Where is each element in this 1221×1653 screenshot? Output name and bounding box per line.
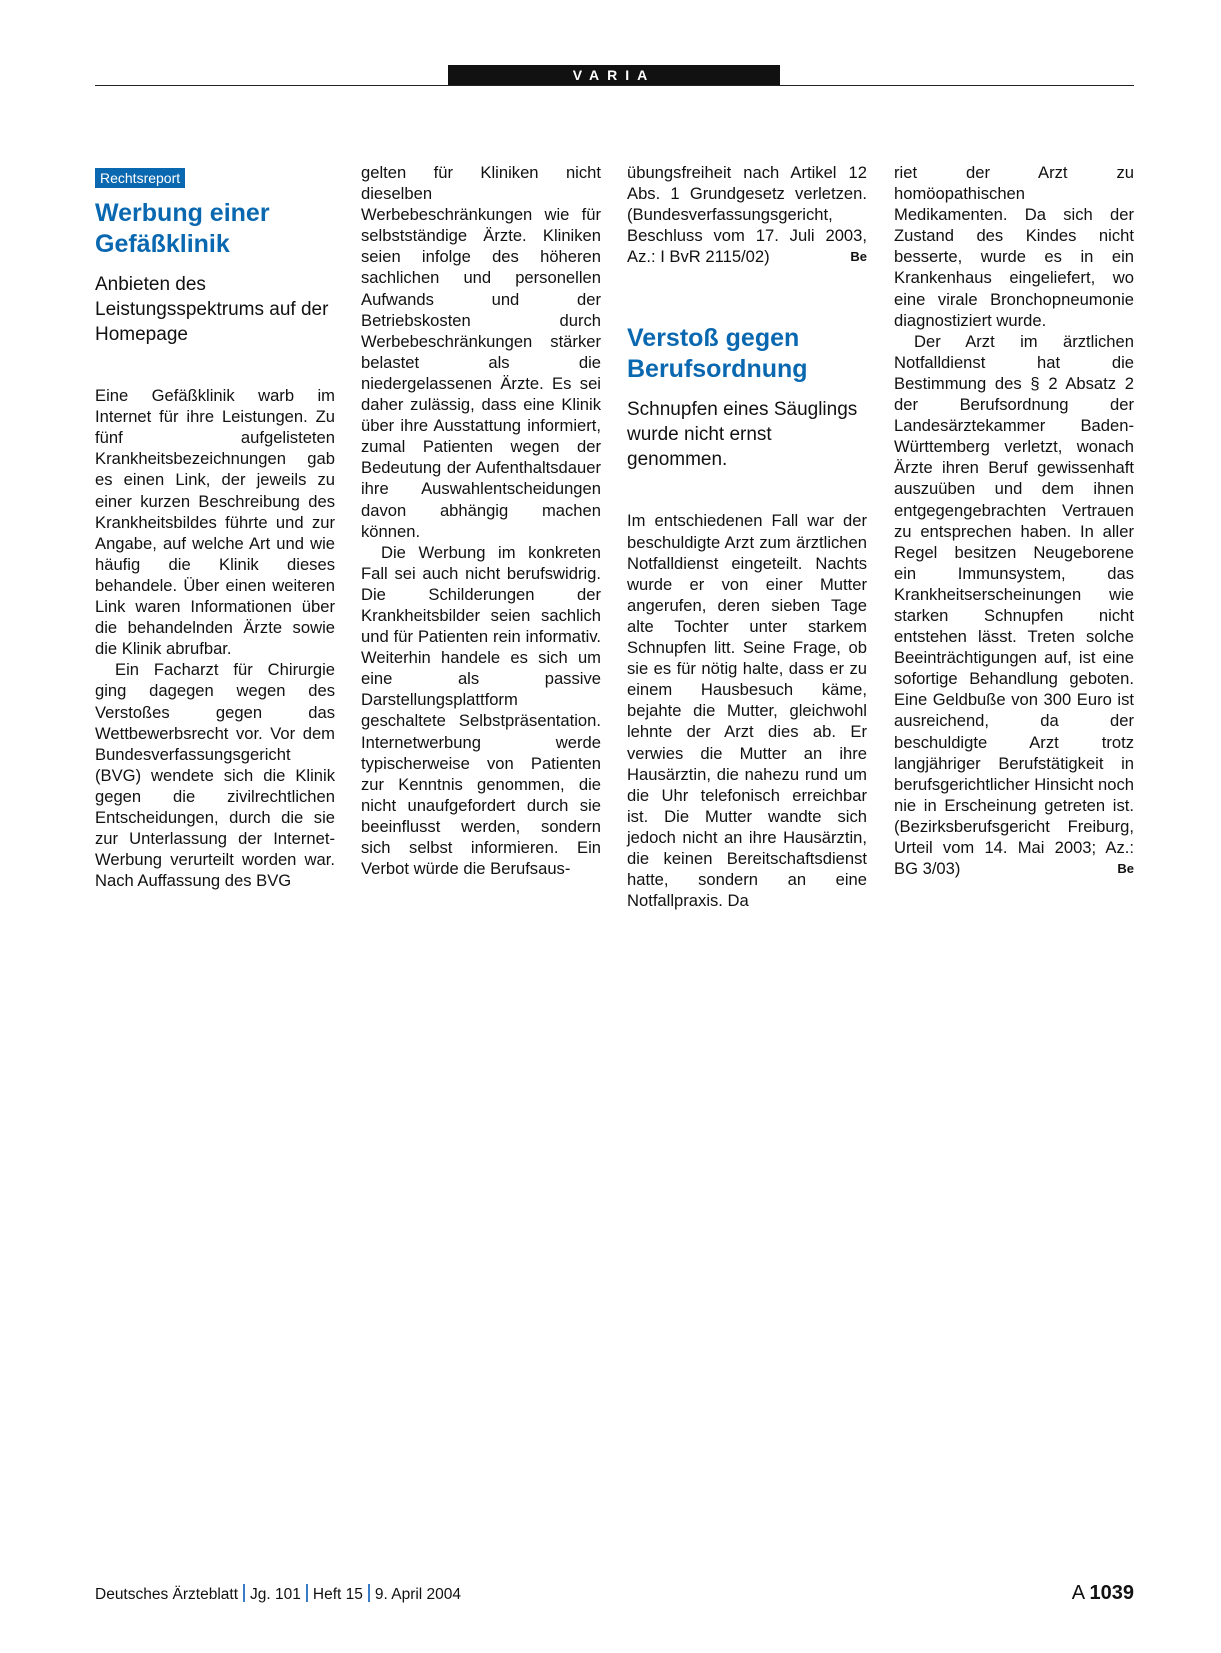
article-1-paragraph: gelten für Kliniken nicht dieselben Werbebeschränkungen wie für selbstständige Ärzte. Kliniken seien infolge des höheren sachlichen und personellen Aufwands und der Betriebskosten durch Werbebeschränkungen stärker belastet als die niedergelassenen Ärzte. Es sei daher zulässig, dass eine Klinik über ihre Ausstattung informiert, zumal Patienten wegen der Bedeutung der Aufenthaltsdauer ihre Auswahlentscheidungen davon abhängig machen können. (361, 163, 601, 541)
article-1-paragraph: Eine Gefäßklinik warb im Internet für ihre Leistungen. Zu fünf aufgelisteten Krankheitsbezeichnungen gab es einen Link, der jeweils zu einer kurzen Beschreibung des Krankheitsbildes führte und zur Angabe, auf welche Art und wie häufig die Klinik dieses behandele. Über einen weiteren Link waren Informationen über die behandelnden Ärzte sowie die Klinik abrufbar. (95, 386, 335, 659)
section-label: VARIA (448, 65, 780, 86)
footer-separator (243, 1584, 245, 1602)
header-rule (95, 85, 1134, 86)
article-2-subtitle: Schnupfen eines Säuglings wurde nicht ernst genommen. (627, 399, 858, 471)
footer (95, 1584, 461, 1605)
article-1-paragraph (627, 162, 867, 267)
column-1 (95, 162, 335, 891)
category-badge: Rechtsreport (95, 168, 185, 188)
article-1-subtitle: Anbieten des Leistungsspektrums auf der Homepage (95, 274, 329, 346)
article-2-signature: Be (1117, 861, 1134, 877)
article-1-citation: übungsfreiheit nach Artikel 12 Abs. 1 Grundgesetz verletzen. (Bundesverfassungsgericht, Beschluss vom 17. Juli 2003, Az.: I BvR 2115/02) (627, 163, 867, 267)
page-prefix: A (1071, 1582, 1084, 1604)
footer-separator (306, 1584, 308, 1602)
article-2-body: Der Arzt im ärztlichen Notfalldienst hat die Bestimmung des § 2 Absatz 2 der Berufsordnung der Landesärztekammer Baden-Württemberg verletzt, wonach Ärzte ihren Beruf gewissenhaft auszuüben und dem ihnen entgegengebrachten Vertrauen zu entsprechen haben. In aller Regel besitzen Neugeborene ein Immunsystem, das Krankheitserscheinungen wie starken Schnupfen nicht entstehen lässt. Treten solche Beeinträchtigungen auf, ist eine sofortige Behandlung geboten. Eine Geldbuße von 300 Euro ist ausreichend, da der beschuldigte Arzt trotz langjähriger Berufstätigkeit in berufsgerichtlicher Hinsicht noch nie in Erscheinung getreten ist. (Bezirksberufsgericht Freiburg, Urteil vom 14. Mai 2003; Az.: BG 3/03) (894, 331, 1134, 879)
article-2-title: Verstoß gegen Berufsordnung (627, 324, 808, 384)
journal-issue: Heft 15 (312, 1586, 363, 1603)
column-3 (627, 162, 867, 911)
article-1-paragraph: Ein Facharzt für Chirurgie ging dagegen wegen des Verstoßes gegen das Wettbewerbsrecht vor. Vor dem Bundesverfassungsgericht (BVG) wendete sich die Klinik gegen die zivilrechtlichen Entscheidungen, durch die sie zur Unterlassung der Internet-Werbung verurteilt worden war. Nach Auffassung des BVG (95, 660, 335, 891)
page-number (1072, 1582, 1134, 1604)
column-4 (894, 162, 1134, 879)
article-2-paragraph (894, 331, 1134, 879)
article-2-paragraph: Im entschiedenen Fall war der beschuldigte Arzt zum ärztlichen Notfalldienst eingeteilt. Nachts wurde er von einer Mutter angerufen, deren sieben Tage alte Tochter unter starkem Schnupfen litt. Seine Frage, ob sie es für nötig halte, dass er zu einem Hausbesuch käme, bejahte die Mutter, gleichwohl lehnte der Arzt dies ab. Er verwies die Mutter an ihre Hausärztin, die nahezu rund um die Uhr telefonisch erreichbar ist. Die Mutter wandte sich jedoch nicht an ihre Hausärztin, die keinen Bereitschaftsdienst hatte, sondern an eine Notfallpraxis. Da (627, 511, 867, 911)
journal-name: Deutsches Ärzteblatt (95, 1586, 239, 1603)
article-1-paragraph: Die Werbung im konkreten Fall sei auch nicht berufswidrig. Die Schilderungen der Krankheitsbilder seien sachlich und für Patienten rein informativ. Weiterhin handele es sich um eine als passive Darstellungsplattform geschaltete Selbstpräsentation. Internetwerbung werde typischerweise von Patienten zur Kenntnis genommen, die nicht unaufgefordert durch sie beeinflusst werden, sondern sich selbst informieren. Ein Verbot würde die Berufsaus- (361, 542, 601, 879)
journal-date: 9. April 2004 (374, 1586, 462, 1603)
article-1-signature: Be (850, 249, 867, 265)
article-1-title: Werbung einer Gefäßklinik (95, 199, 270, 259)
journal-volume: Jg. 101 (250, 1586, 301, 1603)
footer-separator (368, 1584, 370, 1602)
page-number-value: 1039 (1089, 1582, 1134, 1604)
article-2-paragraph: riet der Arzt zu homöopathischen Medikamenten. Da sich der Zustand des Kindes nicht besserte, wurde es in ein Krankenhaus eingeliefert, wo eine virale Bronchopneumonie diagnostiziert wurde. (894, 163, 1134, 330)
column-2 (361, 162, 601, 879)
